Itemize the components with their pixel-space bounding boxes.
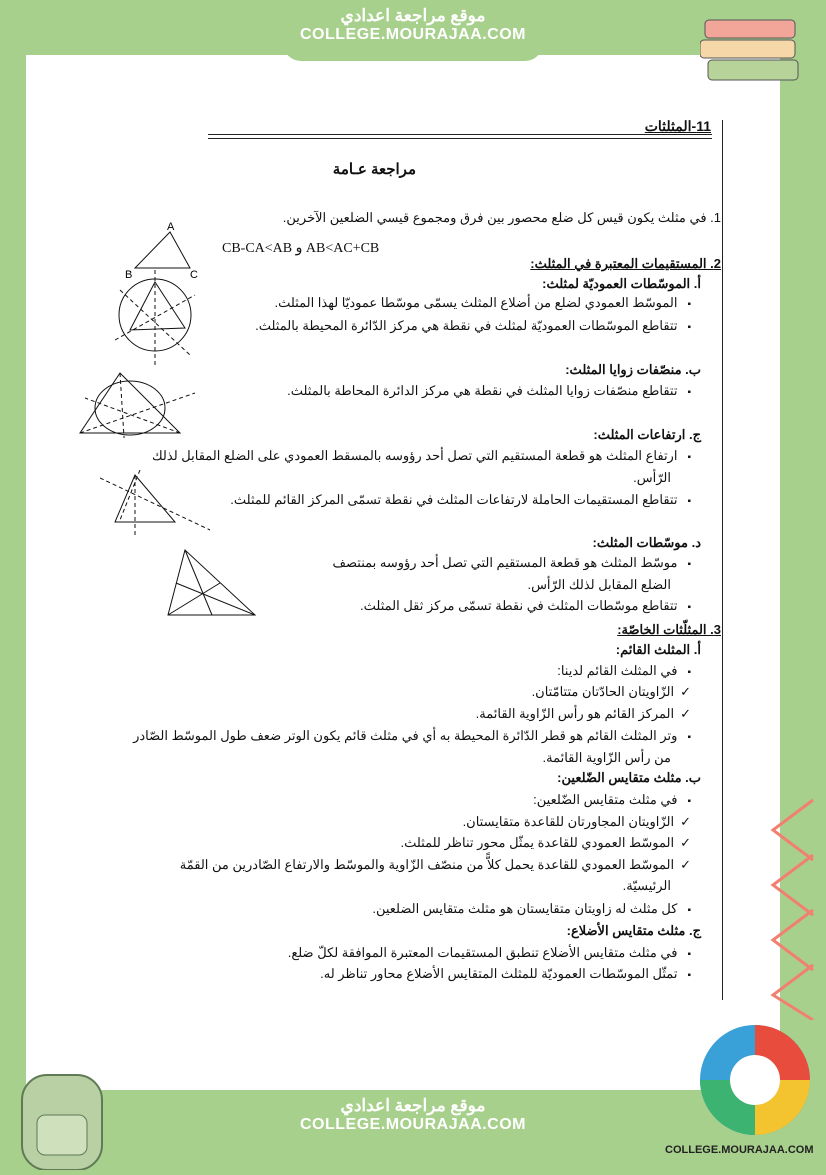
site-banner-top[interactable] — [283, 0, 543, 61]
chapter-title: 11-المثلثات — [644, 118, 711, 134]
medians-figure — [160, 545, 260, 620]
margin-rule — [722, 120, 723, 1000]
list-item: ▪ تتقاطع موسّطات المثلث في نقطة تسمّى مركز ثقل المثلث. — [360, 598, 691, 614]
vertex-label-c: C — [190, 269, 198, 280]
check-item: ✓ الزّاويتان المجاورتان للقاعدة متقايستان. — [463, 814, 691, 830]
s1-formula: CB-CA<AB و AB<AC+CB — [222, 241, 380, 256]
site-domain: COLLEGE.MOURAJAA.COM — [300, 26, 526, 43]
list-item-cont: الرئيسيّة. — [622, 878, 671, 893]
list-item: ▪ في مثلث متقايس الضّلعين: — [533, 792, 691, 808]
incircle-figure — [75, 368, 205, 438]
list-item: ▪ تتقاطع الموسّطات العموديّة لمثلث في نقطة هي مركز الدّائرة المحيطة بالمثلث. — [255, 318, 691, 334]
check-item: ✓ الموسّط العمودي للقاعدة يمثّل محور تناظر للمثلث. — [400, 835, 691, 851]
list-item: ▪ وتر المثلث القائم هو قطر الدّائرة المحيطة به أي في مثلث قائم يكون الوتر ضعف طول الموسّط الصّادر — [133, 728, 691, 744]
check-item: ✓ المركز القائم هو رأس الزّاوية القائمة. — [476, 706, 691, 722]
list-item: ▪ تتقاطع المستقيمات الحاملة لارتفاعات المثلث في نقطة تسمّى المركز القائم للمثلث. — [230, 492, 691, 508]
list-item: ▪ في مثلث متقايس الأضلاع تنطبق المستقيمات المعتبرة الموافقة لكلّ ضلع. — [288, 945, 691, 961]
s3c-title: ج. مثلث متقايس الأضلاع: — [566, 923, 701, 938]
backpack-icon — [12, 1060, 122, 1170]
check-item: ✓ الموسّط العمودي للقاعدة يحمل كلاًّ من منصّف الزّاوية والموسّط والارتفاع الصّادرين من القمّة — [180, 857, 691, 873]
list-item: ▪ الموسّط العمودي لضلع من أضلاع المثلث يسمّى موسّطا عموديّا لهذا المثلث. — [274, 295, 691, 311]
site-domain: COLLEGE.MOURAJAA.COM — [300, 1116, 526, 1133]
list-item: ▪ في المثلث القائم لدينا: — [557, 663, 691, 679]
check-item: ✓ الزّاويتان الحادّتان متتامّتان. — [532, 684, 691, 700]
list-item: ▪ موسّط المثلث هو قطعة المستقيم التي تصل أحد رؤوسه بمنتصف — [333, 555, 691, 571]
s3a-title: أ. المثلث القائم: — [615, 642, 701, 657]
list-item-cont: الرّأس. — [633, 470, 671, 485]
s2a-title: أ. الموسّطات العموديّة لمثلث: — [542, 276, 701, 291]
subtitle: مراجعة عـامة — [332, 161, 416, 178]
books-icon — [700, 12, 810, 92]
s3-title: 3. المثلّثات الخاصّة: — [617, 622, 721, 637]
chevron-decoration-icon — [738, 790, 818, 1020]
title-rule — [208, 134, 712, 139]
list-item-cont: من رأس الزّاوية القائمة. — [542, 750, 671, 765]
site-banner-bottom[interactable] — [263, 1090, 563, 1175]
s1-text: 1. في مثلث يكون قيس كل ضلع محصور بين فرق ومجموع قيسي الضلعين الآخرين. — [282, 210, 721, 225]
site-name: موقع مراجعة اعدادي — [340, 1096, 486, 1115]
vertex-label-a: A — [167, 221, 175, 233]
list-item: ▪ تتقاطع منصّفات زوايا المثلث في نقطة هي مركز الدائرة المحاطة بالمثلث. — [287, 383, 691, 399]
s3b-title: ب. مثلث متقايس الضّلعين: — [557, 770, 701, 785]
site-logo-icon — [695, 1020, 815, 1140]
list-item: ▪ تمثّل الموسّطات العموديّة للمثلث المتقايس الأضلاع محاور تناظر له. — [320, 966, 691, 982]
vertex-label-b: B — [125, 269, 133, 280]
s2b-title: ب. منصّفات زوايا المثلث: — [565, 362, 701, 377]
list-item: ▪ كل مثلث له زاويتان متقايستان هو مثلث متقايس الضلعين. — [372, 901, 691, 917]
circumcircle-figure — [110, 270, 200, 370]
list-item-cont: الضلع المقابل لذلك الرّأس. — [527, 577, 671, 592]
s2d-title: د. موسّطات المثلث: — [592, 535, 701, 550]
list-item: ▪ ارتفاع المثلث هو قطعة المستقيم التي تصل أحد رؤوسه بالمسقط العمودي على الضلع المقابل لذلك — [152, 448, 691, 464]
altitudes-figure — [100, 470, 220, 540]
s2c-title: ج. ارتفاعات المثلث: — [593, 427, 701, 442]
s2-title: 2. المستقيمات المعتبرة في المثلث: — [530, 256, 721, 271]
logo-domain: COLLEGE.MOURAJAA.COM — [665, 1144, 814, 1156]
site-name: موقع مراجعة اعدادي — [340, 6, 486, 25]
